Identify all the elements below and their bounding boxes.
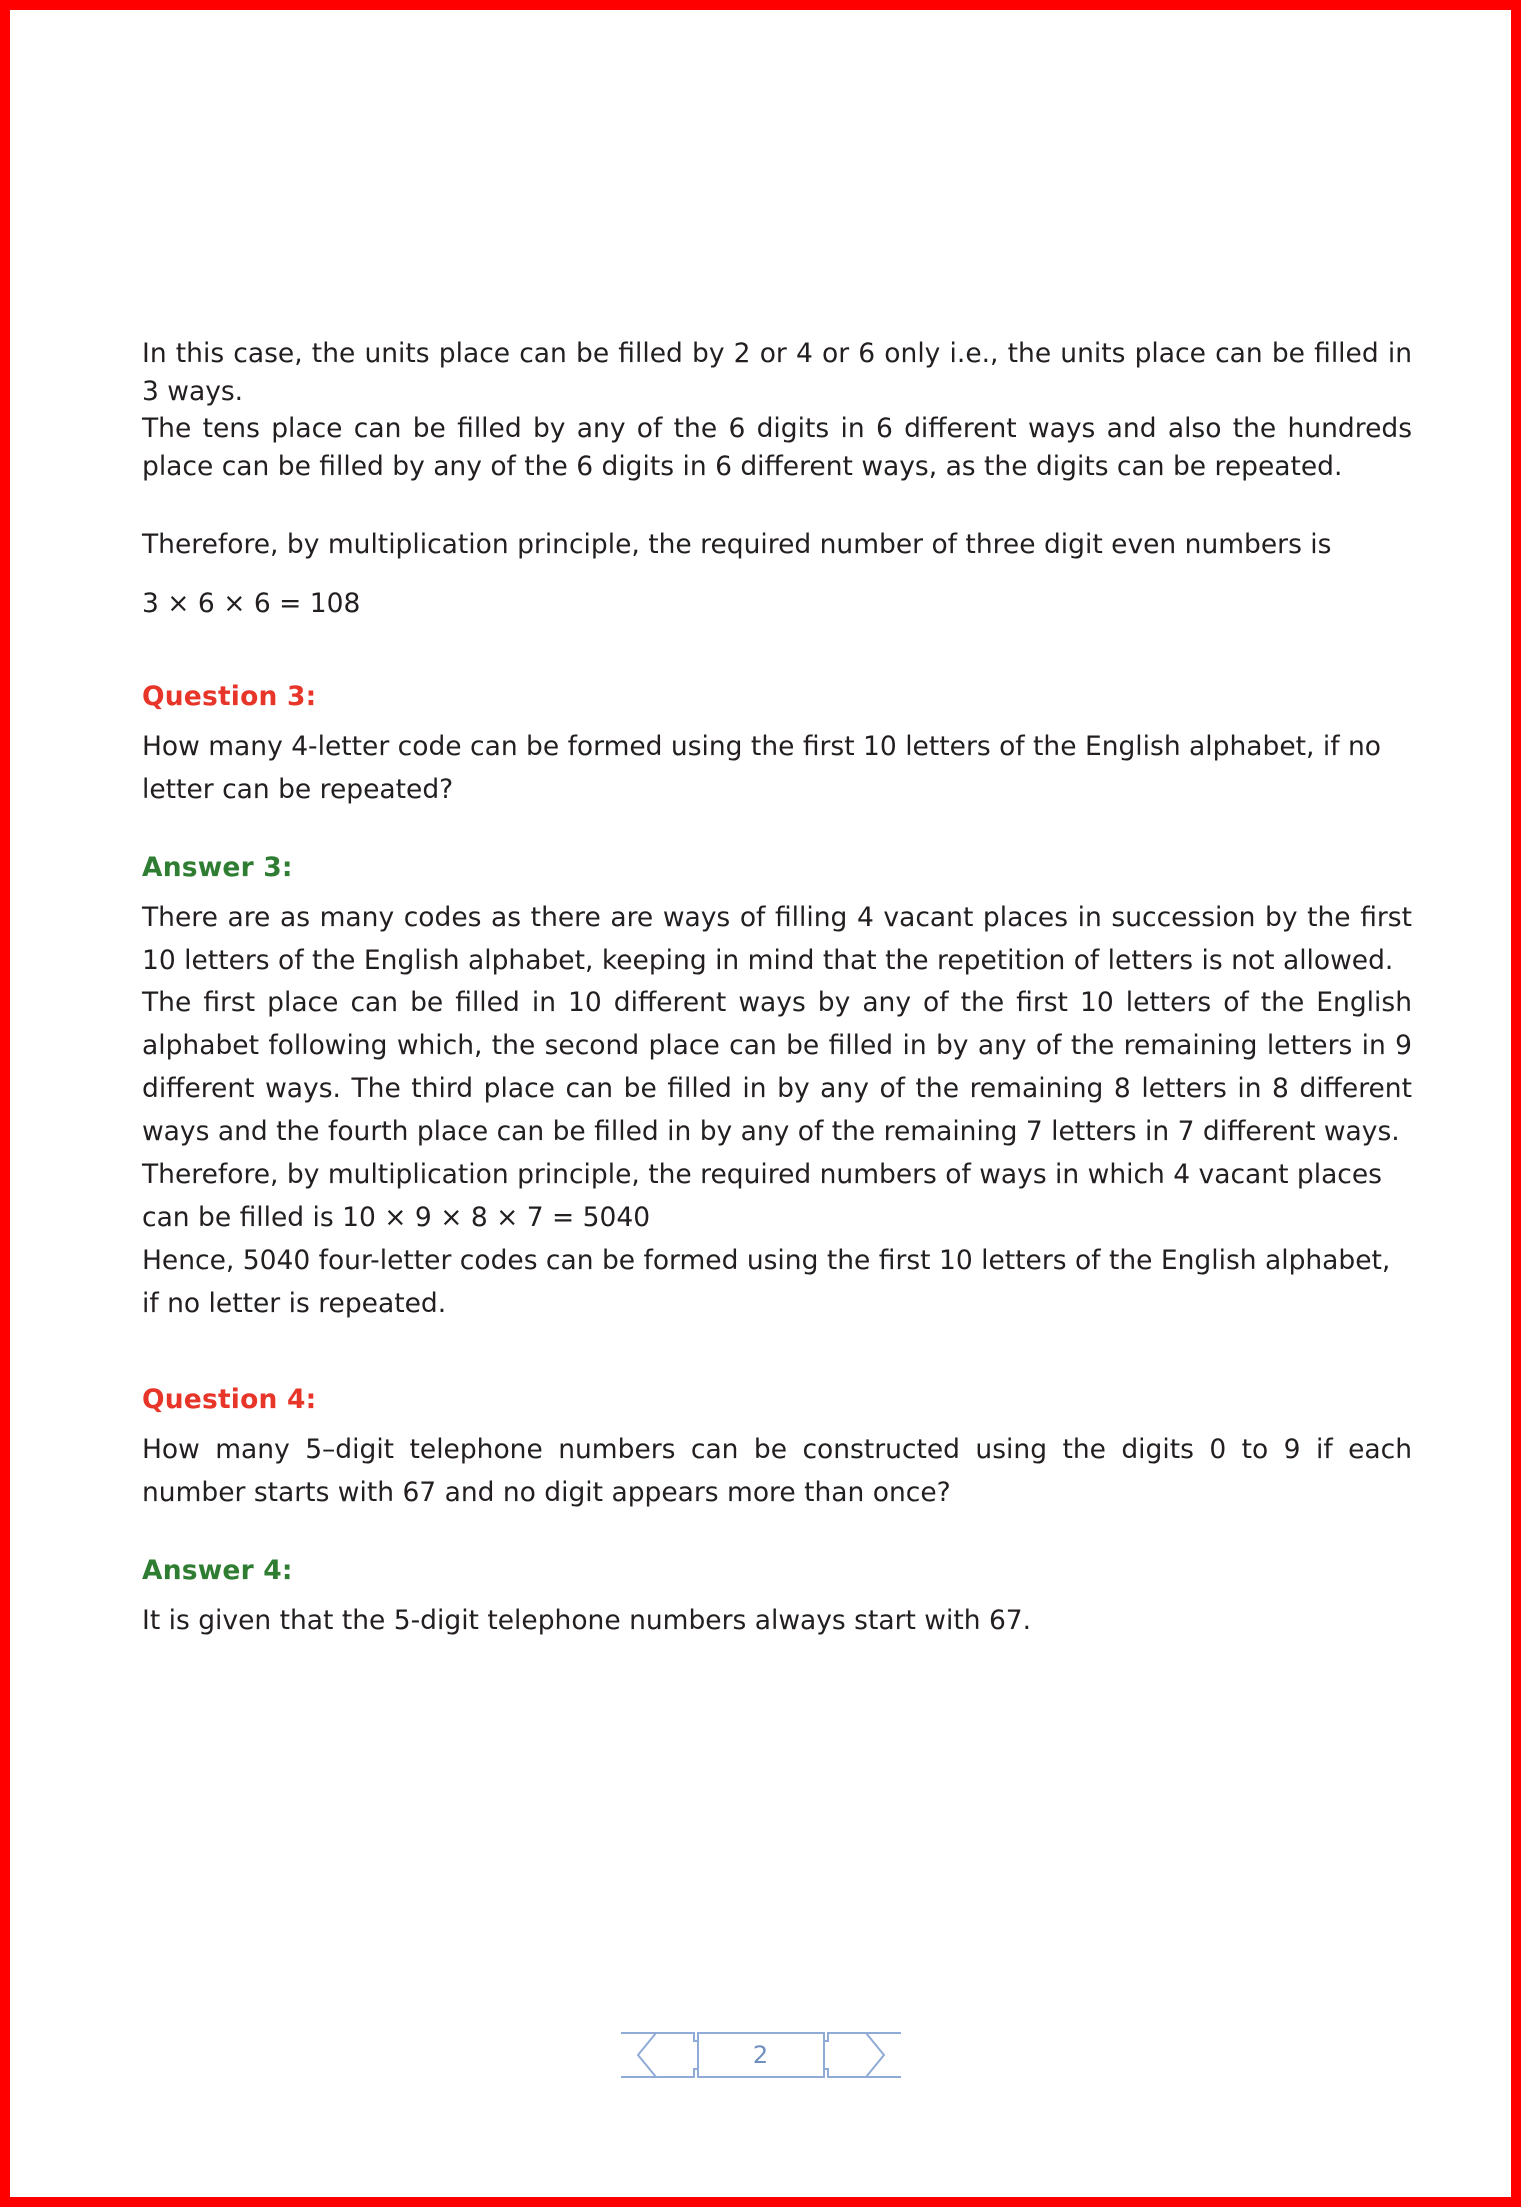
spacer bbox=[142, 1586, 1412, 1600]
ribbon-banner-icon bbox=[616, 2019, 906, 2091]
heading-question-3: Question 3: bbox=[142, 680, 317, 712]
page-number: 2 bbox=[752, 2041, 769, 2069]
heading-answer-4: Answer 4: bbox=[142, 1554, 293, 1586]
spacer bbox=[142, 623, 1412, 681]
equation-three-digit-even: 3 × 6 × 6 = 108 bbox=[142, 588, 361, 620]
spacer bbox=[142, 883, 1412, 897]
spacer bbox=[142, 812, 1412, 852]
spacer bbox=[142, 486, 1412, 526]
paragraph-intro-units-place: In this case, the units place can be filled by 2 or 4 or 6 only i.e., the units place can be filled in 3 ways. bbox=[142, 338, 1412, 407]
paragraph-answer-4-text: It is given that the 5-digit telephone numbers always start with 67. bbox=[142, 1604, 1032, 1636]
page-footer bbox=[20, 2019, 1501, 2091]
paragraph-tens-hundreds-place: The tens place can be filled by any of the 6 digits in 6 different ways and also the hundreds place can be filled by any of the 6 digits in 6 different ways, as the digits can be repeated. bbox=[142, 413, 1412, 482]
paragraph-answer-3-part-3: Therefore, by multiplication principle, the required numbers of ways in which 4 vacant places can be filled is 10 × 9 × 8 × 7 = 5040 bbox=[142, 1159, 1382, 1234]
paragraph-multiplication-principle-1: Therefore, by multiplication principle, the required number of three digit even numbers is bbox=[142, 528, 1332, 560]
document-body bbox=[142, 335, 1412, 1643]
heading-answer-3: Answer 3: bbox=[142, 851, 293, 883]
paragraph-answer-3-conclusion: Hence, 5040 four-letter codes can be formed using the first 10 letters of the English alphabet, if no letter is repeated. bbox=[142, 1244, 1391, 1319]
spacer bbox=[142, 1515, 1412, 1555]
paragraph-answer-3-part-2: The first place can be filled in 10 different ways by any of the first 10 letters of the English alphabet following which, the second place can be filled in by any of the remaining letters in 9 different ways. The third place can be filled in by any of the remaining 8 letters in 8 different ways and the fourth place can be filled in by any of the remaining 7 letters in 7 different ways. bbox=[142, 987, 1412, 1148]
spacer bbox=[142, 563, 1412, 585]
spacer bbox=[142, 1326, 1412, 1384]
paragraph-question-4-text: How many 5–digit telephone numbers can be constructed using the digits 0 to 9 if each number starts with 67 and no digit appears more than once? bbox=[142, 1433, 1412, 1508]
page-sheet bbox=[20, 20, 1501, 2187]
spacer bbox=[142, 712, 1412, 726]
paragraph-answer-3-part-1: There are as many codes as there are ways of filling 4 vacant places in succession by the first 10 letters of the English alphabet, keeping in mind that the repetition of letters is not allowed. bbox=[142, 901, 1412, 976]
spacer bbox=[142, 1415, 1412, 1429]
heading-question-4: Question 4: bbox=[142, 1383, 317, 1415]
paragraph-question-3-text: How many 4-letter code can be formed using the first 10 letters of the English alphabet, if no letter can be repeated? bbox=[142, 730, 1382, 805]
